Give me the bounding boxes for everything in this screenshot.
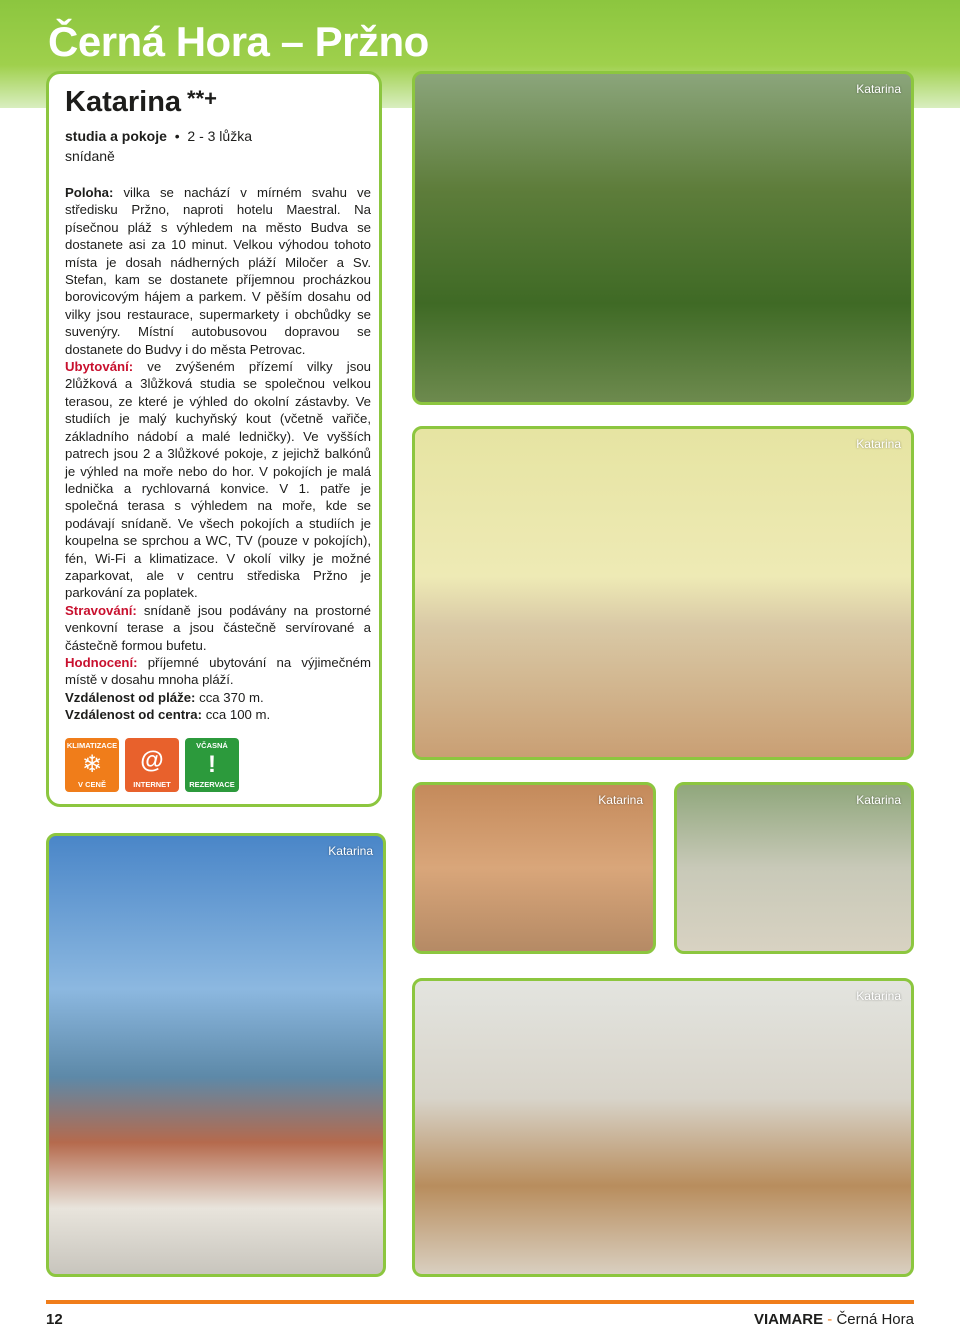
photo-caption: Katarina: [856, 437, 901, 451]
beach-text: cca 370 m.: [195, 689, 264, 705]
hotel-type: studia a pokoje: [65, 128, 167, 144]
page-title: Černá Hora – Pržno: [48, 18, 429, 65]
snowflake-icon: ❄: [81, 751, 103, 778]
brand-name: VIAMARE: [753, 1311, 824, 1328]
accommodation-text: ve zvýšeném přízemí vilky jsou 2lůžková a 3lůžková studia se společnou velkou terasou, ze které je výhled do okolní zástavby. Ve studiích je malý kuchyňský kout (včetně vařiče, základního nádobí a malé ledničky). Ve vyšších patrech jsou 2 a 3lůžkové pokoje, z jejichž balkónů je výhled na moře nebo do hor. V pokojích je malá lednička a rychlovarná konvice. V 1. patře je společná terasa s výhledem na moře, kde se podávají snídaně. Ve všech pokojích a studiích je koupelna se sprchou a WC, TV (pouze v pokojích), fén, Wi-Fi a klimatizace. V okolí vilky je možné zaparkovat, ale v centru střediska Pržno je parkování za poplatek.: [65, 359, 371, 601]
location-text: vilka se nachází v mírném svahu ve středisku Pržno, naproti hotelu Maestral. Na písečnou pláž s výhledem na město Budva se dostanete asi za 10 minut. Velkou výhodou tohoto místa je dosah nádherných pláží Miločer a Sv. Stefan, kam se dostanete příjemnou procházkou borovicovým hájem a parkem. V pěším dosahu od vilky jsou restaurace, supermarkety i obchůdky se suvenýry. Místní autobusovou dopravou se dostanete do Budvy i do města Petrovac.: [65, 185, 371, 357]
board-text: snídaně jsou podávány na prostorné venkovní terase a jsou částečně servírované a částečně formou bufetu.: [65, 602, 371, 653]
photo-caption: Katarina: [856, 793, 901, 807]
hotel-board: snídaně: [65, 148, 115, 164]
photo-caption: Katarina: [856, 82, 901, 96]
photo-porch: [412, 978, 914, 1277]
footer-region: Černá Hora: [836, 1311, 914, 1328]
rating-label: Hodnocení:: [65, 654, 138, 670]
hotel-name: [65, 86, 217, 119]
feature-badges: [65, 738, 239, 792]
board-label: Stravování:: [65, 602, 137, 618]
hotel-info-card: [46, 71, 382, 807]
rating-text: příjemné ubytování na výjimečném místě v dosahu mnoha pláží.: [65, 654, 371, 688]
early-booking-badge: [185, 738, 239, 792]
page-number: 12: [46, 1311, 63, 1328]
internet-badge: [125, 738, 179, 792]
footer-divider: [46, 1300, 914, 1304]
rating-paragraph: [65, 654, 371, 689]
location-paragraph: [65, 184, 371, 358]
photo-balcony-view: [46, 833, 386, 1277]
exclamation-icon: !: [208, 751, 216, 778]
hotel-description: [65, 184, 371, 724]
at-icon: @: [140, 746, 164, 774]
badge-top-text: VČASNÁ: [196, 741, 228, 750]
hotel-beds: 2 - 3 lůžka: [187, 128, 252, 144]
accommodation-paragraph: [65, 358, 371, 602]
center-text: cca 100 m.: [202, 707, 271, 723]
photo-terrace: [674, 782, 914, 954]
badge-bottom-text: INTERNET: [133, 780, 171, 789]
location-label: Poloha:: [65, 185, 114, 200]
badge-top-text: KLIMATIZACE: [66, 741, 118, 750]
board-paragraph: [65, 602, 371, 654]
center-distance: [65, 706, 371, 723]
photo-caption: Katarina: [856, 989, 901, 1003]
photo-caption: Katarina: [328, 844, 373, 858]
beach-label: Vzdálenost od pláže:: [65, 689, 196, 705]
hotel-subtitle: [65, 126, 365, 166]
hotel-name-text: Katarina: [65, 86, 182, 118]
footer-separator: -: [823, 1311, 837, 1328]
footer-brand: [754, 1311, 914, 1328]
badge-bottom-text: REZERVACE: [189, 780, 235, 789]
beach-distance: [65, 689, 371, 706]
photo-caption: Katarina: [598, 793, 643, 807]
photo-bathroom: [412, 782, 656, 954]
hotel-stars: **+: [187, 86, 218, 111]
accommodation-label: Ubytování:: [65, 359, 134, 375]
air-conditioning-badge: [65, 738, 119, 792]
photo-bedroom: [412, 426, 914, 760]
bullet: •: [174, 128, 180, 144]
photo-villa-exterior: [412, 71, 914, 405]
center-label: Vzdálenost od centra:: [65, 707, 203, 723]
badge-bottom-text: V CENĚ: [78, 780, 106, 789]
